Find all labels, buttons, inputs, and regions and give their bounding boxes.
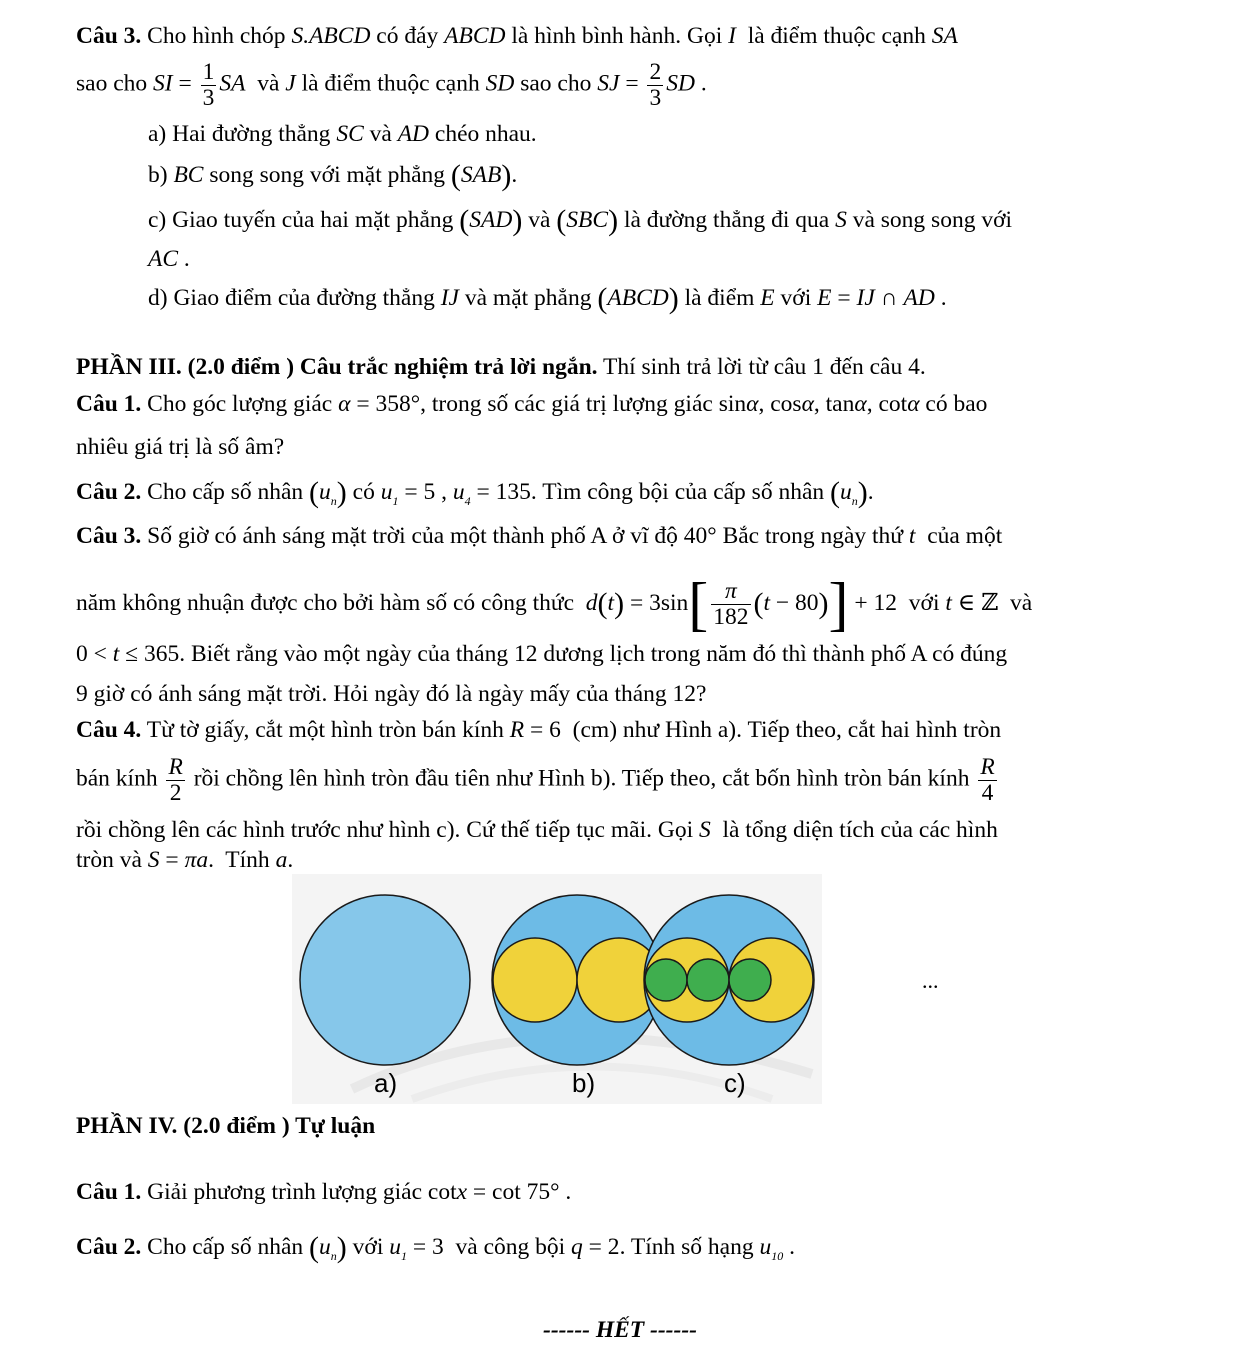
part3-q3-line2: năm không nhuận được cho bởi hàm số có công thức d(t) = 3sin[ $\frac{\pi}{182}$ (t − 80)] + 12 với t ∈ ℤ và xyxy=(76,571,1033,637)
part3-q1: Câu 1. Cho góc lượng giác α = 358°, trong số các giá trị lượng giác sinα, cosα, tanα, cotα có bao xyxy=(76,391,988,417)
circle-a-big xyxy=(300,895,470,1065)
question-title: Câu 3. xyxy=(76,23,142,49)
part3-q4-line2: bán kính $\frac{R}{2}$ rồi chồng lên hình tròn đầu tiên như Hình b). Tiếp theo, cắt bốn hình tròn bán kính $\frac{R}{4}$ xyxy=(76,754,995,806)
figure-ellipsis: ... xyxy=(922,968,939,993)
part4-q2: Câu 2. Cho cấp số nhân $(u_n)$ với $u_1 = 3$ và công bội q = 2. Tính số hạng $u_{10}$ . xyxy=(76,1231,795,1264)
cau3-option-c: c) Giao tuyến của hai mặt phẳng (SAD) và (SBC) là đường thẳng đi qua S và song song với xyxy=(148,204,1013,237)
circle-c-small-3 xyxy=(729,959,771,1001)
part3-q3-line1: Câu 3. Số giờ có ánh sáng mặt trời của một thành phố A ở vĩ độ 40° Bắc trong ngày thứ t của một xyxy=(76,523,1003,549)
label-c: c) xyxy=(724,1068,746,1098)
part3-q4-line4: tròn và S = πa. Tính a. xyxy=(76,847,294,873)
cau3-line2: sao cho SI = $\frac{1}{3}$ SA và J là điểm thuộc cạnh SD sao cho SJ = $\frac{2}{3}$ SD . xyxy=(76,59,707,111)
cau3-option-c-cont: AC . xyxy=(148,246,190,272)
part3-q4-line3: rồi chồng lên các hình trước như hình c). Cứ thế tiếp tục mãi. Gọi S là tổng diện tích của các hình xyxy=(76,817,998,843)
cau3-option-d: d) Giao điểm của đường thẳng IJ và mặt phẳng (ABCD) là điểm E với E = IJ ∩ AD . xyxy=(148,282,947,315)
label-a: a) xyxy=(374,1068,398,1098)
part3-q4-line1: Câu 4. Từ tờ giấy, cắt một hình tròn bán kính R = 6 (cm) như Hình a). Tiếp theo, cắt hai hình tròn xyxy=(76,717,1002,743)
circle-c-small-1 xyxy=(645,959,687,1001)
part3-q3-line4: 9 giờ có ánh sáng mặt trời. Hỏi ngày đó là ngày mấy của tháng 12? xyxy=(76,681,707,707)
circles-figure xyxy=(292,874,822,1104)
cau3-line1: Câu 3. Cho hình chóp S.ABCD có đáy ABCD là hình bình hành. Gọi I là điểm thuộc cạnh SA xyxy=(76,23,958,49)
end-marker: ------ HẾT ------ xyxy=(543,1317,697,1343)
part4-q1: Câu 1. Giải phương trình lượng giác cotx = cot 75° . xyxy=(76,1179,572,1205)
circle-c-small-2 xyxy=(687,959,729,1001)
label-b: b) xyxy=(572,1068,596,1098)
part3-heading: PHẦN III. (2.0 điểm ) Câu trắc nghiệm trả lời ngắn. Thí sinh trả lời từ câu 1 đến câu 4. xyxy=(76,354,926,380)
part3-q1-cont: nhiêu giá trị là số âm? xyxy=(76,434,285,460)
part4-heading: PHẦN IV. (2.0 điểm ) Tự luận xyxy=(76,1113,376,1139)
part3-q2: Câu 2. Cho cấp số nhân $(u_n)$ có $u_1 = 5$ , $u_4 = 135$. Tìm công bội của cấp số nhân $(u_n)$. xyxy=(76,476,874,509)
circle-b-left xyxy=(493,938,577,1022)
part3-q3-line3: 0 < t ≤ 365. Biết rằng vào một ngày của tháng 12 dương lịch trong năm đó thì thành phố A có đúng xyxy=(76,641,1008,667)
cau3-option-b: b) BC song song với mặt phẳng (SAB). xyxy=(148,159,518,192)
cau3-option-a: a) Hai đường thẳng SC và AD chéo nhau. xyxy=(148,121,537,147)
